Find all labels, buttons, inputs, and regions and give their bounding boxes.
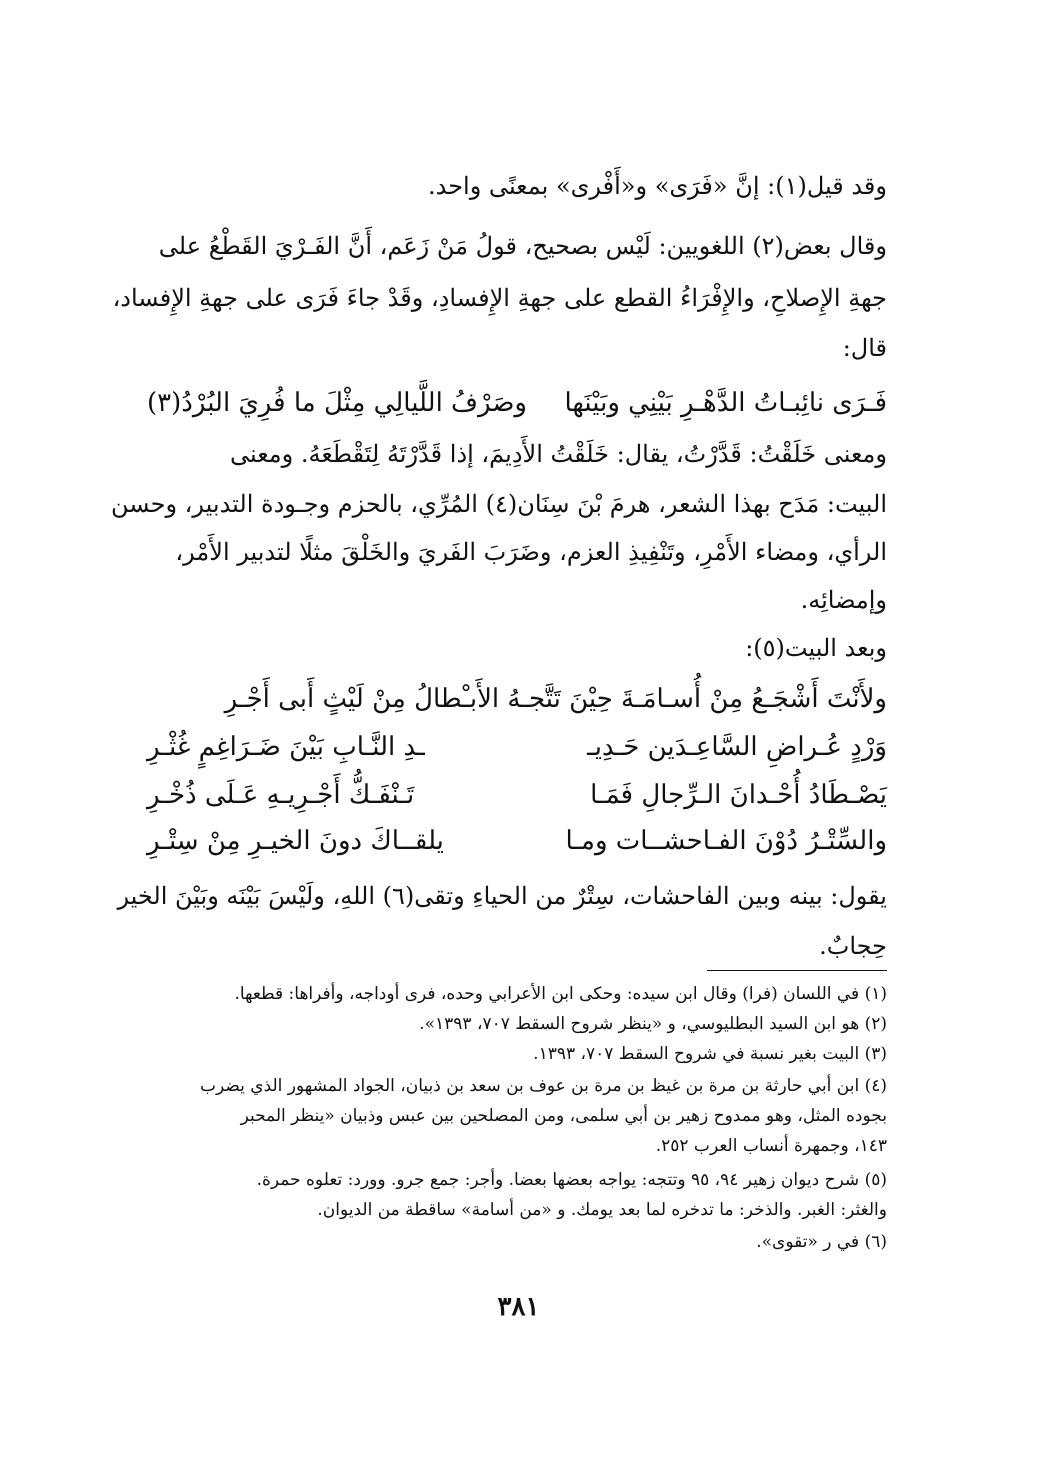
footnote-line: ١٤٣، وجمهرة أنساب العرب ٢٥٢.: [655, 1136, 887, 1156]
footnote-line: (٥) شرح ديوان زهير ٩٤، ٩٥ وتتجه: يواجه بعضها بعضا. وأجر: جمع جرو. وورد: تعلوه حمرة.: [256, 1170, 887, 1190]
verse-hemistich-right: يَصْـطَادُ أُحْـدانَ الـرِّجالِ فَمَـا: [590, 780, 887, 810]
paragraph-line: يقول: بينه وبين الفاحشات، سِتْرٌ من الحياءِ وتقى(٦) اللهِ، ولَيْسَ بَيْنَه وبَيْنَ الخير: [117, 882, 887, 910]
paragraph-line: وقال بعض(٢) اللغويين: لَيْس بصحيح، قولُ مَنْ زَعَم، أَنَّ الفَـرْيَ القَطْعُ على: [158, 232, 887, 260]
paragraph-line: الرأي، ومضاء الأَمْرِ، وتَنْفِيذِ العزم، وضَرَبَ الفَريَ والخَلْقَ مثلًا لتدبير الأَمْر،: [175, 538, 887, 566]
paragraph-line: حِجابٌ.: [819, 932, 887, 960]
page-number: ٣٨١: [497, 1292, 540, 1322]
verse-line: [147, 780, 887, 810]
verse-hemistich-left: ـدِ النَّـابِ بَيْنَ ضَـرَاغِمٍ غُثْـرِ: [147, 732, 425, 762]
footnote-line: (٣) البيت بغير نسبة في شروح السقط ٧٠٧، ١٣٩٣.: [533, 1044, 887, 1064]
footnote-line: بجوده المثل، وهو ممدوح زهير بن أبي سلمى، ومن المصلحين بين عبس وذبيان «ينظر المحبر: [240, 1106, 887, 1126]
verse-line: [147, 684, 887, 714]
paragraph-line: جهةِ الإِصلاحِ، والإِفْرَاءُ القطع على جهةِ الإِفسادِ، وقَدْ جاءَ فَرَى على جهةِ الإِفساد،: [112, 284, 887, 312]
verse-hemistich-left: يلقــاكَ دونَ الخيـرِ مِنْ سِتْـرِ: [147, 826, 444, 856]
verse-line: [147, 826, 887, 856]
verse-line: [147, 732, 887, 762]
footnote-separator: [707, 970, 887, 971]
verse-line: [147, 388, 887, 418]
paragraph-line: ومعنى خَلَقْتُ: قَدَّرْتُ، يقال: خَلَقْتُ الأَدِيمَ، إذا قَدَّرْتَهُ لِتَقْطَعَهُ. ومعنى: [229, 440, 887, 468]
verse-hemistich-right: ولأَنْتَ أَشْجَـعُ مِنْ أُسـامَـةَ حِيْنَ تَتَّجـهُ الأَبـْطالُ مِنْ لَيْثٍ أَبى أَجْـرِ: [224, 684, 887, 714]
footnote-line: (١) في اللسان (فرا) وقال ابن سيده: وحكى ابن الأعرابي وحده، فرى أوداجه، وأفراها: قطعها.: [234, 984, 887, 1004]
footnote-line: (٢) هو ابن السيد البطليوسي، و «ينظر شروح السقط ٧٠٧، ١٣٩٣».: [419, 1014, 887, 1034]
paragraph-line: وقد قيل(١): إنَّ «فَرَى» و«أَفْرى» بمعنًى واحد.: [427, 172, 887, 200]
verse-hemistich-right: فَـرَى نائِبـاتُ الدَّهْـرِ بَيْنِي وبَيْنَها: [564, 388, 887, 418]
paragraph-line: وإمضائِه.: [800, 586, 887, 614]
verse-hemistich-left: وصَرْفُ اللَّيالِي مِثْلَ ما فُرِيَ البُرْدُ(٣): [147, 388, 527, 418]
footnote-line: (٦) في ر «تقوى».: [756, 1232, 887, 1252]
verse-hemistich-left: تَـنْفَـكُّ أَجْـرِيـهِ عَـلَى ذُخْـرِ: [147, 780, 415, 810]
verse-hemistich-right: والسِّتْـرُ دُوْنَ الفـاحشــات ومـا: [565, 826, 887, 856]
paragraph-line: قال:: [842, 334, 887, 362]
paragraph-line: وبعد البيت(٥):: [745, 634, 887, 662]
paragraph-line: البيت: مَدَح بهذا الشعر، هرمَ بْنَ سِنَان(٤) المُرِّي، بالحزم وجـودة التدبير، وحسن: [110, 490, 887, 518]
footnote-line: والغثر: الغبر. والذخر: ما تدخره لما بعد يومك. و «من أسامة» ساقطة من الديوان.: [317, 1200, 887, 1220]
footnote-line: (٤) ابن أبي حارثة بن مرة بن غيظ بن مرة بن عوف بن سعد بن ذبيان، الجواد المشهور الذي يضرب: [200, 1076, 887, 1096]
verse-hemistich-right: وَرْدٍ عُـراضِ السَّاعِـدَين حَـدِيـ: [587, 732, 887, 762]
